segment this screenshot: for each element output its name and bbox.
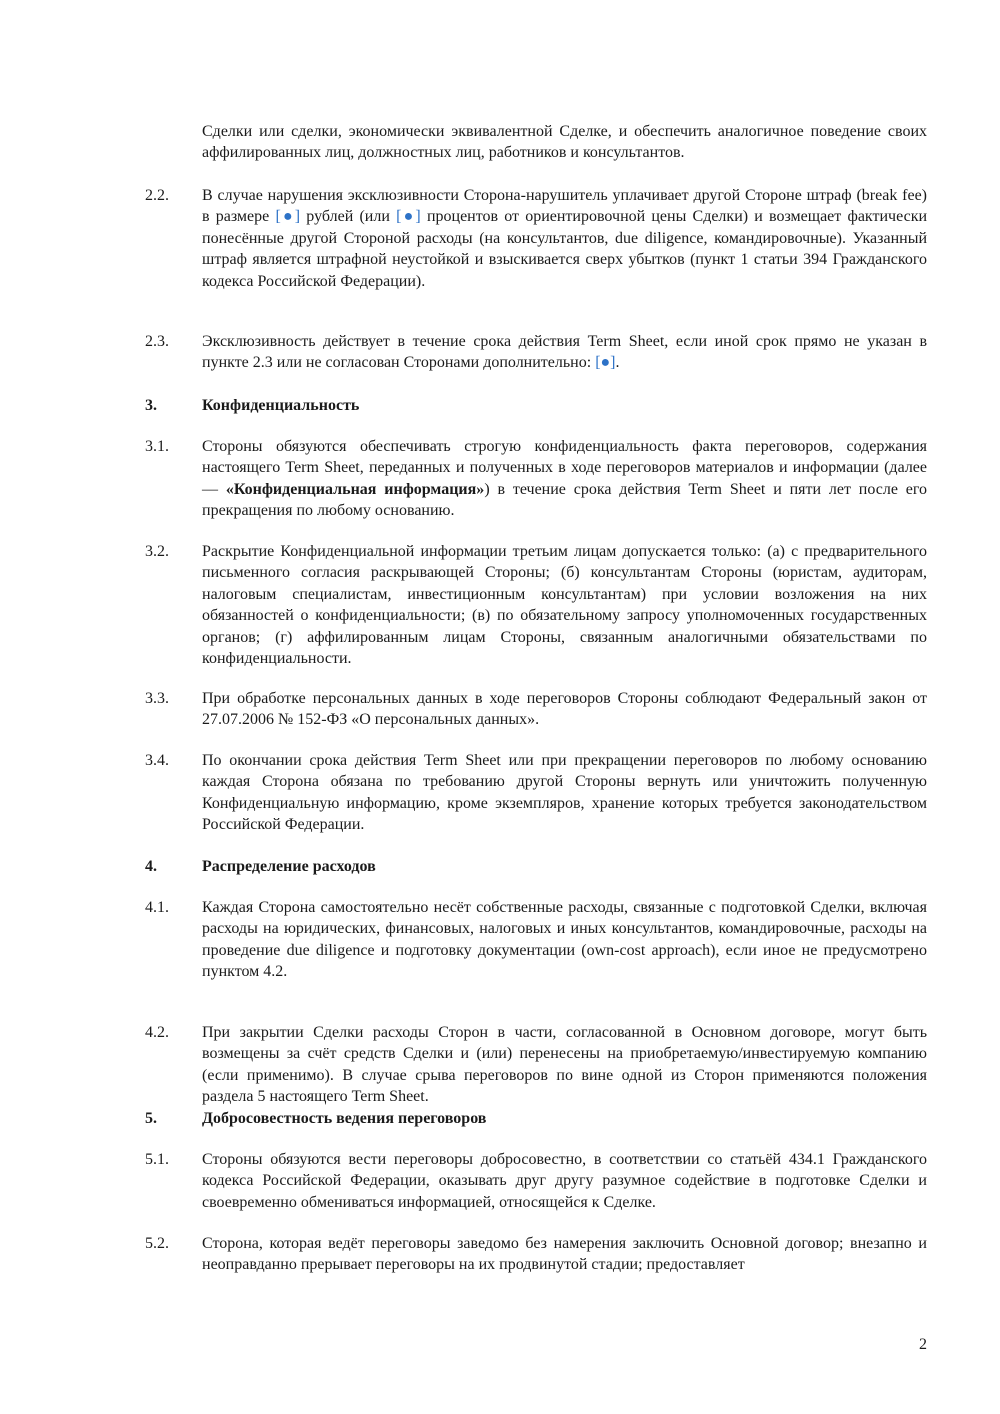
clause <box>145 750 927 836</box>
text-run: Раскрытие Конфиденциальной информации третьим лицам допускается только: (а) с предварительного письменного согласия раскрывающей Стороны; (б) консультантам Стороны (юристам, аудиторам, налоговым специалистам, инвестиционным консультантам) при условии возложения на них обязанностей о конфиденциальности; (в) по обязательному запросу уполномоченных государственных органов; (г) аффилированным лицам Стороны, связанным аналогичными обязательствами по конфиденциальности. <box>202 543 927 668</box>
clause <box>145 436 927 522</box>
clause-text <box>202 185 927 292</box>
section-heading <box>145 395 927 416</box>
clause-text <box>202 1149 927 1213</box>
clause-text <box>202 1022 927 1108</box>
clause-text <box>202 121 927 164</box>
clause <box>145 1233 927 1276</box>
section-title <box>202 1108 927 1129</box>
placeholder-marker: [●] <box>396 208 421 226</box>
clause <box>145 688 927 731</box>
clause-text <box>202 1233 927 1276</box>
clause <box>145 121 927 164</box>
clause-number: 2.2. <box>145 187 169 204</box>
clause <box>145 331 927 374</box>
clause <box>145 185 927 292</box>
section-number: 5. <box>145 1110 157 1127</box>
clause-text <box>202 897 927 983</box>
section-title <box>202 856 927 877</box>
text-run: Каждая Сторона самостоятельно несёт собственные расходы, связанные с подготовкой Сделки, включая расходы на юридических, финансовых, налоговых и иных консультантов, командировочные, расходы на проведение due diligence и подготовку документации (own-cost approach), если иное не предусмотрено пунктом 4.2. <box>202 899 927 981</box>
placeholder-marker: [●] <box>275 208 301 226</box>
clause <box>145 1022 927 1108</box>
clause <box>145 1149 927 1213</box>
text-run: В случае нарушения эксклюзивности Сторона-нарушитель уплачивает другой Стороне штраф (break fee) в размере <box>202 187 927 226</box>
text-run: . <box>615 354 620 372</box>
section-number: 4. <box>145 858 157 875</box>
text-run: При обработке персональных данных в ходе переговоров Стороны соблюдают Федеральный закон от 27.07.2006 № 152-ФЗ «О персональных данных». <box>202 690 927 729</box>
text-run: Эксклюзивность действует в течение срока действия Term Sheet, если иной срок прямо не указан в пункте 2.3 или не согласован Сторонами дополнительно: <box>202 333 927 372</box>
text-run: Распределение расходов <box>202 858 376 875</box>
clause-number: 5.2. <box>145 1235 169 1252</box>
clause-number: 3.4. <box>145 752 169 769</box>
clause-number: 4.2. <box>145 1024 169 1041</box>
clause-number: 3.3. <box>145 690 169 707</box>
clause-number: 3.2. <box>145 543 169 560</box>
text-run: рублей (или <box>300 208 397 226</box>
text-run: Добросовестность ведения переговоров <box>202 1110 487 1127</box>
clause-text <box>202 331 927 374</box>
clause <box>145 541 927 669</box>
page-number: 2 <box>919 1336 927 1353</box>
defined-term: «Конфиденциальная информация» <box>225 480 485 498</box>
text-run: Конфиденциальность <box>202 397 360 414</box>
clause <box>145 897 927 983</box>
text-run: По окончании срока действия Term Sheet или при прекращении переговоров по любому основанию каждая Сторона обязана по требованию другой Стороны вернуть или уничтожить полученную Конфиденциальную информацию, кроме экземпляров, хранение которых требуется законодательством Российской Федерации. <box>202 752 927 834</box>
section-number: 3. <box>145 397 157 414</box>
clause-text <box>202 436 927 522</box>
section-heading <box>145 856 927 877</box>
clause-text <box>202 688 927 731</box>
clause-text <box>202 750 927 836</box>
text-run: Сделки или сделки, экономически эквивалентной Сделке, и обеспечить аналогичное поведение своих аффилированных лиц, должностных лиц, работников и консультантов. <box>202 123 927 162</box>
placeholder-marker: [●] <box>595 354 616 372</box>
text-run: При закрытии Сделки расходы Сторон в части, согласованной в Основном договоре, могут быть возмещены за счёт средств Сделки и (или) перенесены на приобретаемую/инвестируемую компанию (если применимо). В случае срыва переговоров по вине одной из Сторон применяются положения раздела 5 настоящего Term Sheet. <box>202 1024 927 1106</box>
text-run: Стороны обязуются обеспечивать строгую конфиденциальность факта переговоров, содержания настоящего Term Sheet, переданных и полученных в ходе переговоров материалов и информации (далее — <box>202 438 927 498</box>
clause-number: 3.1. <box>145 438 169 455</box>
clause-number: 4.1. <box>145 899 169 916</box>
text-run: Сторона, которая ведёт переговоры заведомо без намерения заключить Основной договор; внезапно и неоправданно прерывает переговоры на их продвинутой стадии; предоставляет <box>202 1235 927 1274</box>
text-run: ) в течение срока действия Term Sheet и пяти лет после его прекращения по любому основанию. <box>202 480 928 520</box>
clause-number: 5.1. <box>145 1151 169 1168</box>
section-title <box>202 395 927 416</box>
section-heading <box>145 1108 927 1129</box>
text-run: процентов от ориентировочной цены Сделки) и возмещает фактически понесённые другой Стороной расходы (на консультантов, due diligence, командировочные). Указанный штраф является штрафной неустойкой и взыскивается сверх убытков (пункт 1 статьи 394 Гражданского кодекса Российской Федерации). <box>202 208 928 290</box>
clause-text <box>202 541 927 669</box>
clause-number: 2.3. <box>145 333 169 350</box>
text-run: Стороны обязуются вести переговоры добросовестно, в соответствии со статьёй 434.1 Гражданского кодекса Российской Федерации, оказывать друг другу разумное содействие в подготовке Сделки и своевременно обмениваться информацией, относящейся к Сделке. <box>202 1151 927 1211</box>
